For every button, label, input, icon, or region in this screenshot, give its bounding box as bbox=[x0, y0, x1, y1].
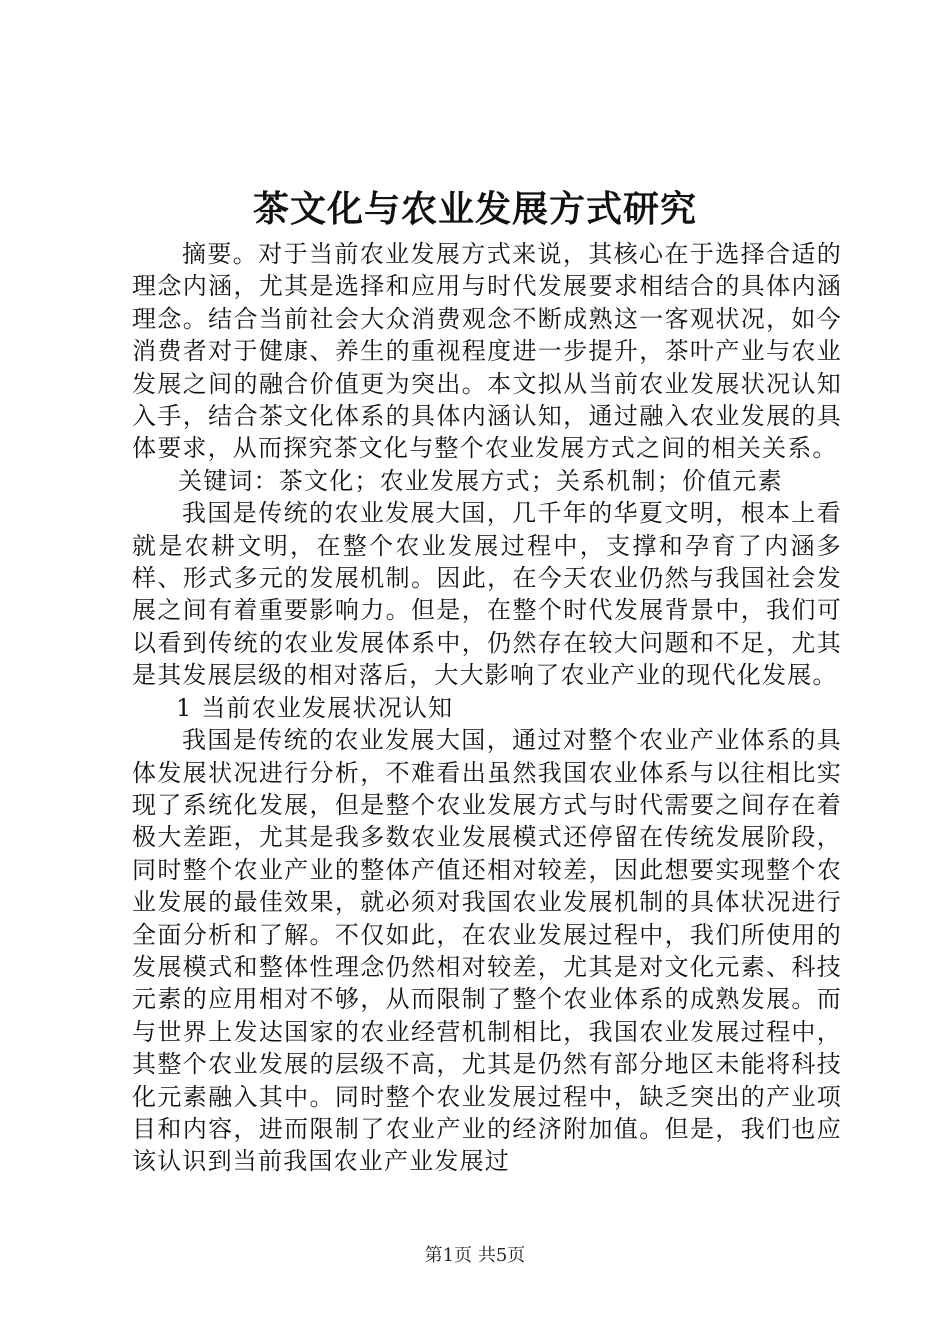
keywords-paragraph: 关键词：茶文化；农业发展方式；关系机制；价值元素 bbox=[178, 466, 783, 495]
abstract-paragraph: 摘要。对于当前农业发展方式来说，其核心在于选择合适的理念内涵，尤其是选择和应用与时代发展要求相结合的具体内涵理念。结合当前社会大众消费观念不断成熟这一客观状况，如今消费者对于健康、养生的重视程度进一步提升，茶叶产业与农业发展之间的融合价值更为突出。本文拟从当前农业发展状况认知入手，结合茶文化体系的具体内涵认知，通过融入农业发展的具体要求，从而探究茶文化与整个农业发展方式之间的相关关系。 bbox=[132, 240, 842, 463]
intro-paragraph: 我国是传统的农业发展大国，几千年的华夏文明，根本上看就是农耕文明，在整个农业发展过程中，支撑和孕育了内涵多样、形式多元的发展机制。因此，在今天农业仍然与我国社会发展之间有着重要影响力。但是，在整个时代发展背景中，我们可以看到传统的农业发展体系中，仍然存在较大问题和不足，尤其是其发展层级的相对落后，大大影响了农业产业的现代化发展。 bbox=[132, 499, 842, 690]
document-title: 茶文化与农业发展方式研究 bbox=[252, 188, 697, 230]
document-body bbox=[132, 238, 842, 1178]
section-paragraph: 我国是传统的农业发展大国，通过对整个农业产业体系的具体发展状况进行分析，不难看出虽然我国农业体系与以往相比实现了系统化发展，但是整个农业发展方式与时代需要之间存在着极大差距，尤其是我多数农业发展模式还停留在传统发展阶段，同时整个农业产业的整体产值还相对较差，因此想要实现整个农业发展的最佳效果，就必须对我国农业发展机制的具体状况进行全面分析和了解。不仅如此，在农业发展过程中，我们所使用的发展模式和整体性理念仍然相对较差，尤其是对文化元素、科技元素的应用相对不够，从而限制了整个农业体系的成熟发展。而与世界上发达国家的农业经营机制相比，我国农业发展过程中，其整个农业发展的层级不高，尤其是仍然有部分地区未能将科技化元素融入其中。同时整个农业发展过程中，缺乏突出的产业项目和内容，进而限制了农业产业的经济附加值。但是，我们也应该认识到当前我国农业产业发展过 bbox=[132, 726, 842, 1176]
page-number-footer: 第1页 共5页 bbox=[424, 1245, 526, 1266]
section-heading: 1 当前农业发展状况认知 bbox=[176, 693, 454, 722]
